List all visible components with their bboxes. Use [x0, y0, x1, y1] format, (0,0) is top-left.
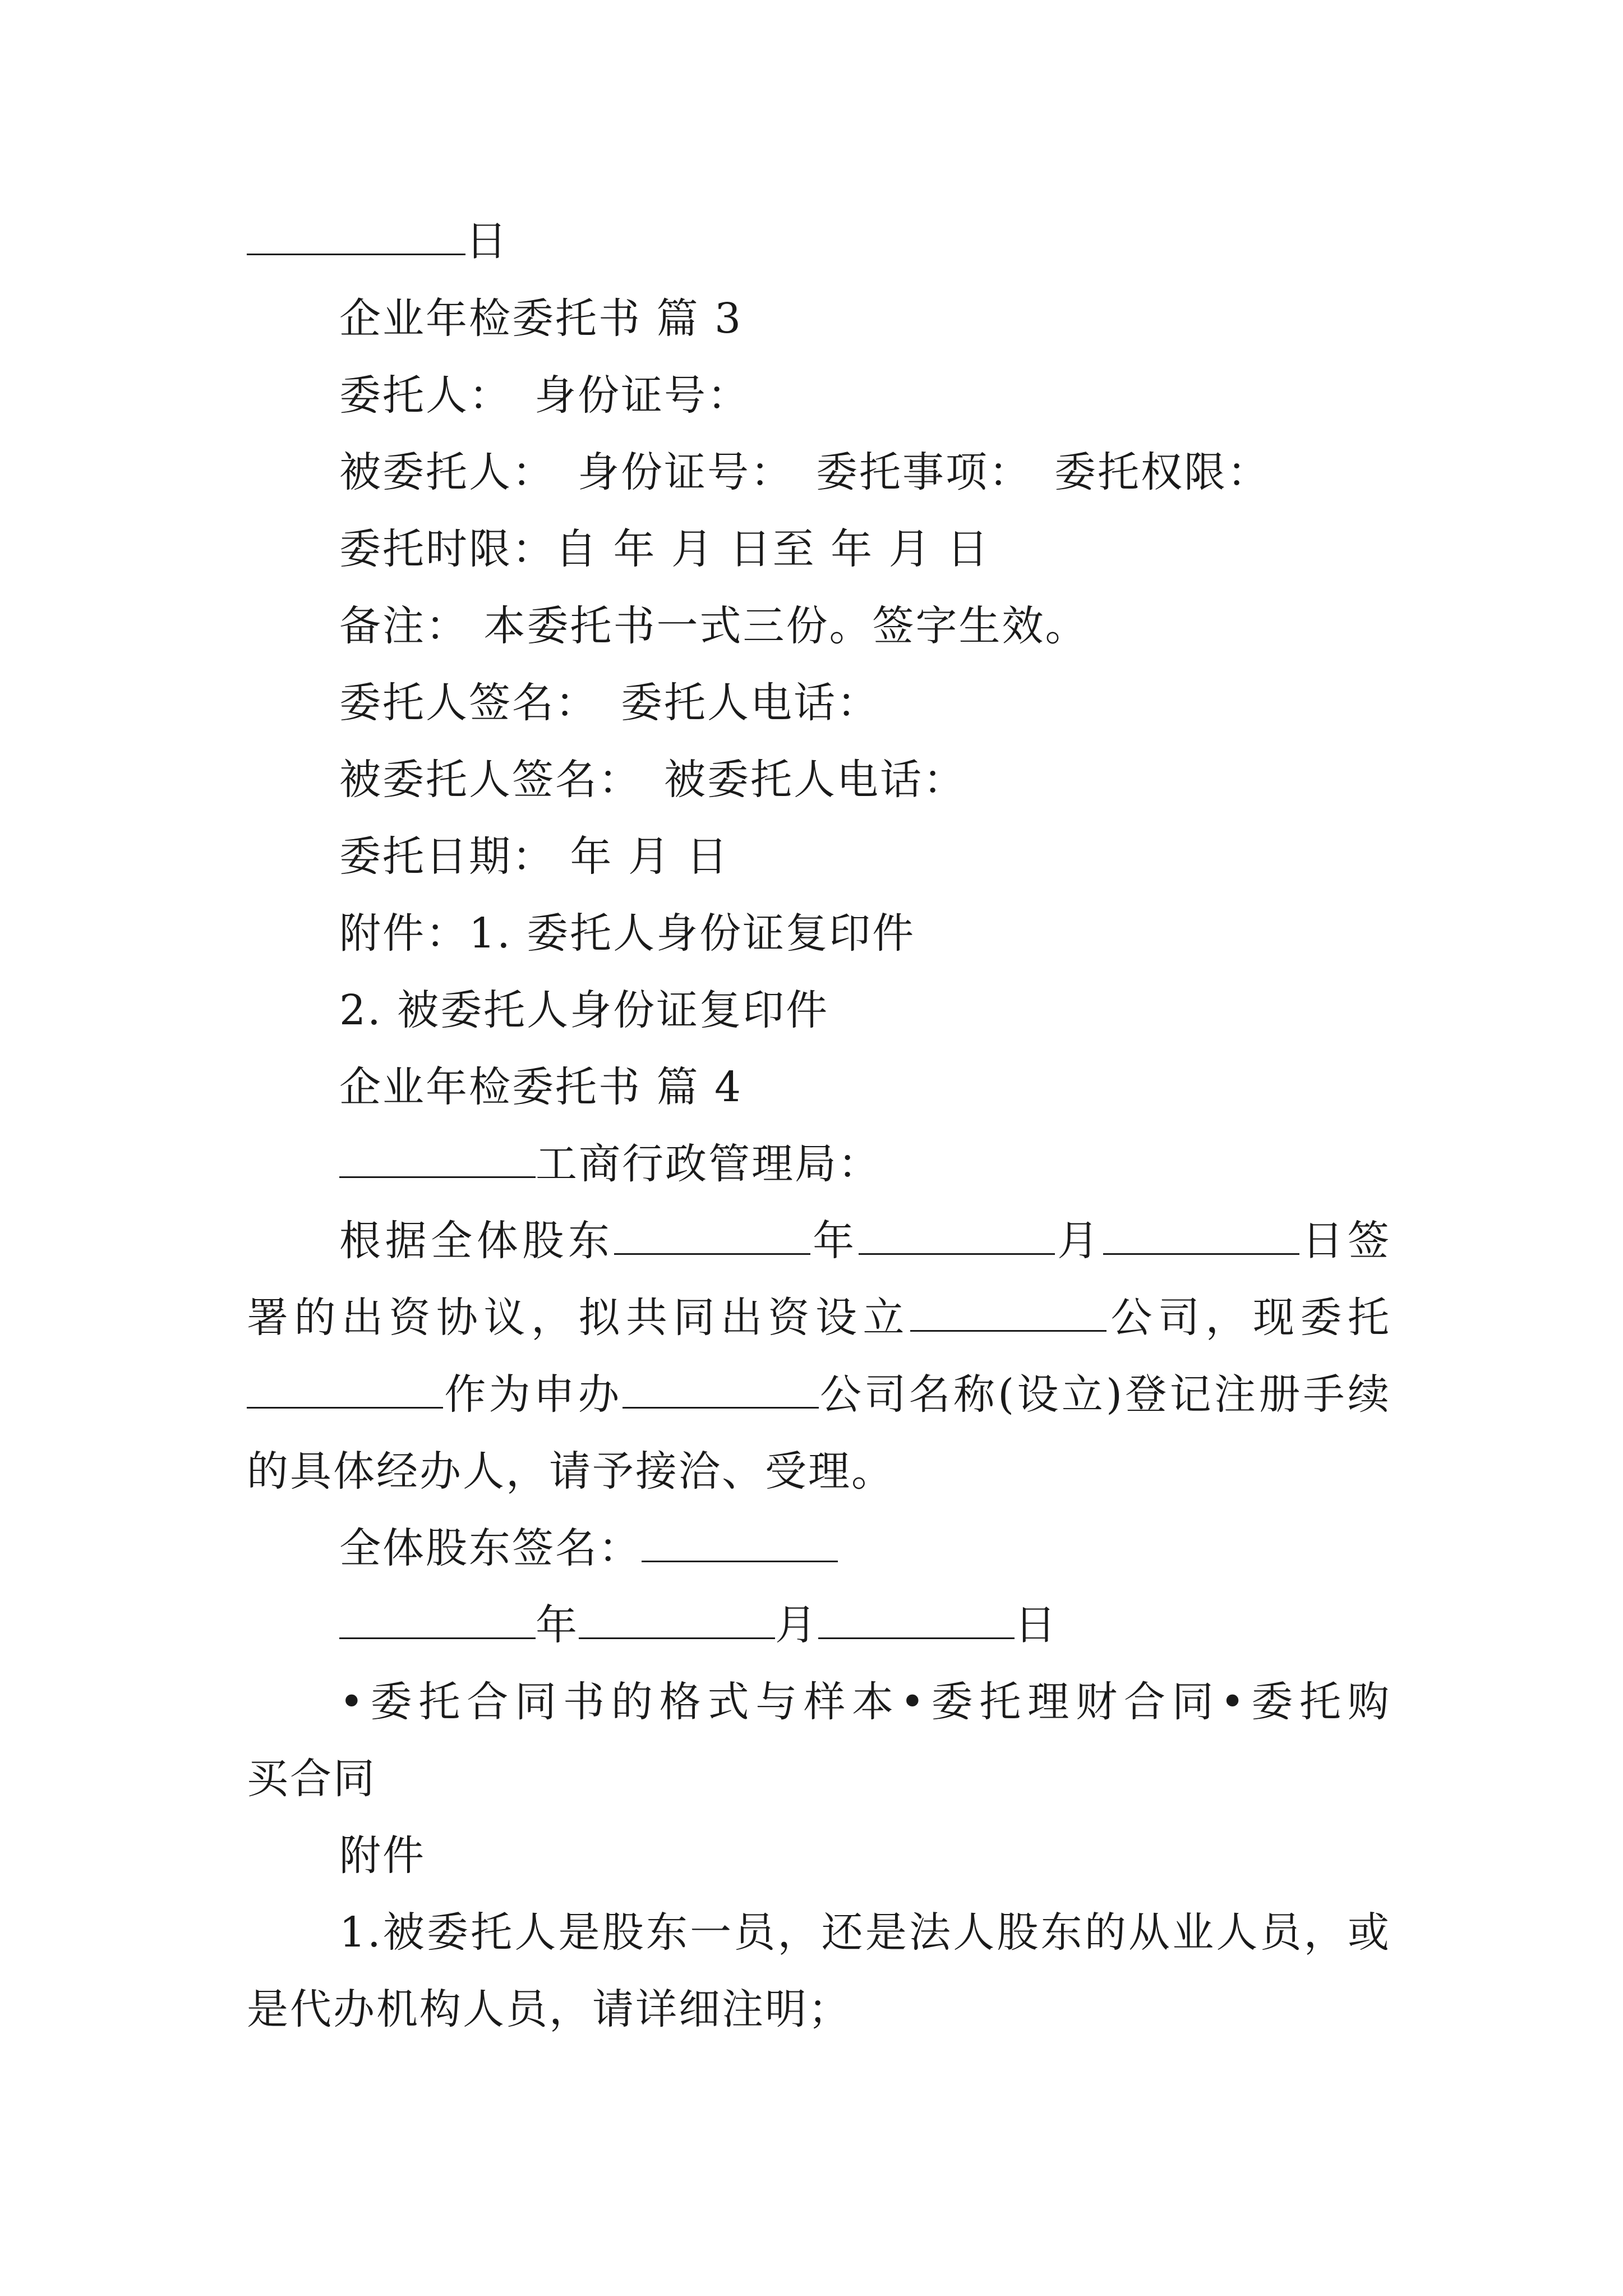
remark-line: 备注： 本委托书一式三份。签字生效。 — [339, 602, 1089, 650]
blank-field — [1103, 1220, 1299, 1255]
body-text: 月 — [1054, 1217, 1103, 1265]
related-links-line — [339, 1674, 1391, 1730]
blank-field — [614, 1220, 810, 1255]
entrusted-matter-label: 委托事项： — [816, 448, 1032, 496]
blank-field — [910, 1296, 1106, 1332]
signature-date-line — [339, 1597, 1391, 1653]
body-line-4: 的具体经办人，请予接洽、受理。 — [247, 1447, 895, 1496]
blank-field — [859, 1220, 1055, 1255]
agent-signature-line — [339, 752, 1391, 808]
blank-field — [247, 1373, 443, 1409]
body-text: 根据全体股东 — [339, 1217, 614, 1265]
agent-label: 被委托人： — [339, 448, 555, 496]
entrust-date-line: 委托日期： 年 月 日 — [339, 832, 730, 881]
principal-signature-line — [339, 675, 1391, 731]
body-text: 公司名称(设立)登记注册手续 — [818, 1370, 1391, 1419]
body-text: 月 — [775, 1601, 818, 1649]
principal-label: 委托人： — [339, 371, 512, 420]
appendix-heading: 附件 — [339, 1832, 426, 1880]
related-link[interactable]: •委托理财合同 — [900, 1678, 1220, 1726]
term-line: 委托时限：自 年 月 日至 年 月 日 — [339, 525, 990, 573]
agent-line — [339, 444, 1391, 500]
attachment-line-1: 附件：1. 委托人身份证复印件 — [339, 909, 916, 958]
authority-label: 委托权限： — [1054, 448, 1270, 496]
blank-field — [339, 1604, 536, 1639]
id-number-label: 身份证号： — [534, 371, 750, 420]
addressee-label: 工商行政管理局： — [536, 1140, 881, 1188]
section-heading-3: 企业年检委托书 篇 3 — [339, 295, 743, 343]
related-link[interactable]: •委托合同书的格式与样本 — [339, 1678, 901, 1726]
principal-line — [339, 367, 1391, 424]
body-text: 公司，现委托 — [1106, 1294, 1391, 1342]
agent-phone-label: 被委托人电话： — [664, 756, 966, 804]
related-link[interactable]: •委托购 — [1220, 1678, 1391, 1726]
principal-signature-label: 委托人签名： — [339, 679, 598, 727]
section-heading-4: 企业年检委托书 篇 4 — [339, 1063, 743, 1111]
body-text: 年 — [810, 1217, 859, 1265]
appendix-line-2: 是代办机构人员，请详细注明； — [247, 1985, 851, 2033]
body-text: 年 — [536, 1601, 579, 1649]
body-text: 署的出资协议，拟共同出资设立 — [247, 1294, 910, 1342]
shareholder-signature-line — [339, 1520, 1391, 1576]
body-line-3 — [247, 1366, 1391, 1423]
blank-field — [818, 1604, 1015, 1639]
addressee-line — [339, 1136, 1391, 1192]
appendix-line-1: 1.被委托人是股东一员，还是法人股东的从业人员，或 — [339, 1908, 1391, 1957]
body-line-2 — [247, 1290, 1391, 1346]
principal-phone-label: 委托人电话： — [621, 679, 880, 727]
agent-id-label: 身份证号： — [578, 448, 794, 496]
blank-field — [642, 1527, 838, 1562]
related-link-continued[interactable]: 买合同 — [247, 1755, 376, 1803]
body-line-1 — [339, 1213, 1391, 1269]
body-text: 作为申办 — [443, 1370, 623, 1419]
day-label: 日 — [465, 217, 509, 265]
body-text: 日 — [1015, 1601, 1058, 1649]
blank-field — [339, 1143, 536, 1178]
blank-field — [579, 1604, 775, 1639]
blank-field — [247, 220, 465, 255]
attachment-line-2: 2. 被委托人身份证复印件 — [339, 986, 829, 1034]
blank-field — [623, 1373, 819, 1409]
body-text: 日签 — [1299, 1217, 1391, 1265]
agent-signature-label: 被委托人签名： — [339, 756, 642, 804]
date-line — [247, 213, 1391, 269]
shareholder-signature-label: 全体股东签名： — [339, 1524, 642, 1572]
